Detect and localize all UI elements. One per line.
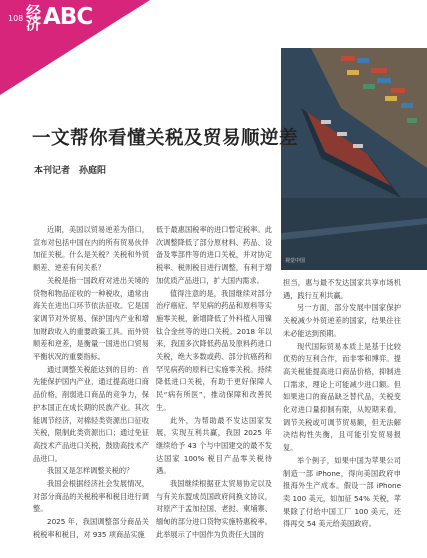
page-number: 108 bbox=[8, 14, 24, 23]
paragraph: 我国又是怎样调整关税的？ bbox=[47, 466, 134, 476]
paragraph: 我国继续根据亚太贸易协定以及与有关东盟成员国政府间换文协议，对原产于孟加拉国、老挝、柬埔寨、缅甸的部分进口货物实施特惠税率。此举展示了中国作为负责任大国的 bbox=[156, 479, 272, 539]
photo-credit: 视觉中国 bbox=[285, 258, 306, 264]
paragraph: 此外，为帮助最不发达国家发展，实现互利共赢，我国 2025 年继续给予 43 个与中国建交的最不发达国家 100% 税目产品零关税待遇。 bbox=[156, 415, 272, 476]
article-byline: 本刊记者 孙庭阳 bbox=[34, 166, 107, 176]
port-container-photo bbox=[281, 48, 427, 270]
column-title-cn: 经济 bbox=[26, 3, 41, 33]
photo-illustration bbox=[281, 48, 427, 270]
column-title bbox=[26, 3, 93, 33]
paragraph: 现代国际贸易本质上是基于比较优势的互利合作，而非零和博弈。提高关税能提高进口商品价格，抑制进口需求，理论上可能减少进口额。但如果进口的商品缺乏替代品，关税变化对进口量抑制有限，从短期来看，调节关税或可调节贸易额，但无法解决结构性失衡，且可能引发贸易报复。 bbox=[283, 341, 401, 453]
paragraph: 我国会根据经济社会发展情况，对部分商品的关税税率和税目进行调整。 bbox=[33, 479, 149, 514]
paragraph: 担当，惠与最不发达国家共享市场机遇，践行互利共赢。 bbox=[283, 278, 401, 300]
paragraph: 值得注意的是，我国继续对部分治疗癌症、罕见病的药品和原料等实施零关税，新增降低了外科植入用镍钛合金丝等的进口关税。2018 年以来，我国多次降低药品及原料药进口关税，绝大多数或药、部分抗癌药和罕见病药的原料已实施零关税。持续降低进口关税，有助于更好保障人民“病有所医”，推动保障和改善民生。 bbox=[156, 288, 272, 412]
paragraph: 2025 年，我国调整部分商品关税税率和税目，对 935 项商品实施 bbox=[33, 517, 149, 539]
paragraph: 通过调整关税能达到的目的：首先能保护国内产业，通过提高进口商品价格，削弱进口商品的竞争力，保护本国正在成长期的民族产业。其次能调节经济，对棉轻类资源出口征收关税，限制此类资源出口；通过免征高技术产品进口关税，鼓励高技术产品进口。 bbox=[33, 364, 149, 463]
paragraph: 低于最惠国税率的进口暂定税率。此次调整降低了部分原材料、药品、设备及零部件等的进口关税，并对协定税率、税则税目进行调整，有利于增加优质产品进口，扩大国内需求。 bbox=[156, 225, 272, 285]
paragraph: 举个例子，如果中国为苹果公司制造一部 iPhone，得向美国政府申报海外生产成本。假设一部 iPhone 卖 100 美元，如加征 54% 关税，苹果除了付给中国工厂 100 美元，还得再交 54 美元给美国政府。 bbox=[283, 455, 401, 529]
article-headline: 一文帮你看懂关税及贸易顺逆差 bbox=[32, 128, 299, 149]
paragraph: 近期，美国以贸易逆差为借口，宣布对包括中国在内的所有贸易伙伴加征关税。什么是关税？关税和外贸顺差、逆差有何关系？ bbox=[33, 225, 149, 273]
text-column-1 bbox=[33, 224, 149, 542]
text-column-2 bbox=[156, 224, 272, 542]
paragraph: 关税是指一国政府对进出关境的货物和物品征收的一种税收，通常由海关在进出口环节依法征收。它是国家调节对外贸易、保护国内产业和增加财政收入的重要政策工具。而外贸顺差和逆差，是衡量一国进出口贸易平衡状况的重要指标。 bbox=[33, 275, 149, 362]
paragraph: 另一方面，部分发展中国家保护关税减少外贸逆差的国家，结果往往未必能达到预期。 bbox=[283, 303, 401, 338]
column-title-en: ABC bbox=[43, 4, 93, 30]
text-column-3 bbox=[283, 277, 401, 531]
